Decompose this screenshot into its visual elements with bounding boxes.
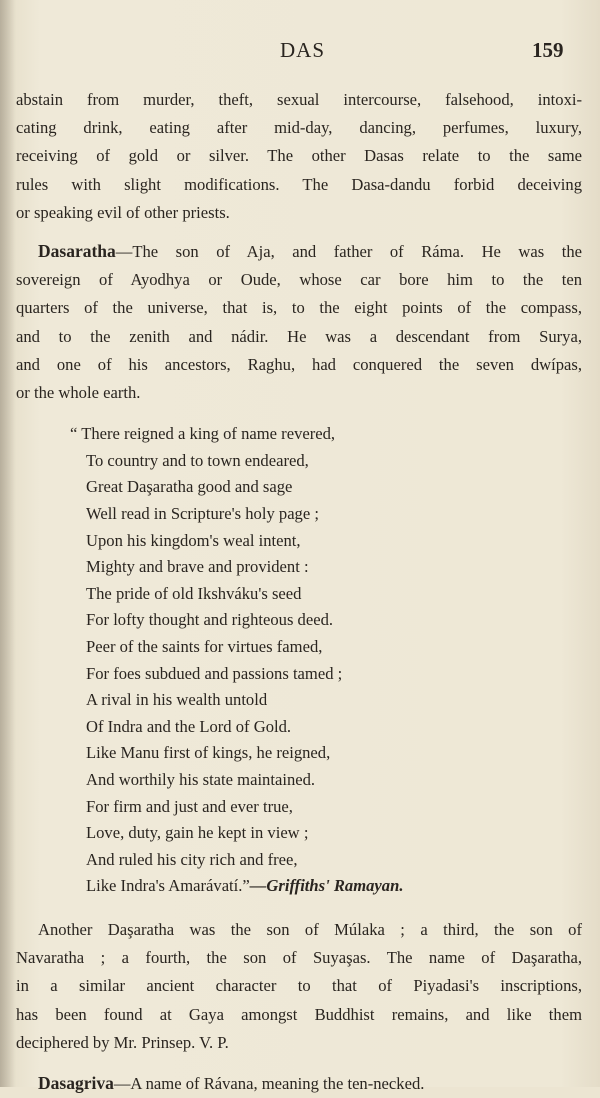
text-line: and one of his ancestors, Raghu, had conquered the seven dwípas, <box>16 354 582 374</box>
text-line: rules with slight modifications. The Dasa-dandu forbid deceiving <box>16 174 582 194</box>
poem-line: The pride of old Ikshváku's seed <box>86 583 302 603</box>
text-line: deciphered by Mr. Prinsep. V. P. <box>16 1032 229 1052</box>
poem-line: Great Daşaratha good and sage <box>86 477 293 497</box>
text-line: in a similar ancient character to that of Piyadasi's inscriptions, <box>16 976 582 996</box>
poem-quotation <box>70 421 582 900</box>
text-line: Navaratha ; a fourth, the son of Suyaşas. The name of Daşaratha, <box>16 948 582 968</box>
entry-text: —The son of Aja, and father of Ráma. He was the <box>115 242 582 262</box>
poem-line: And worthily his state maintained. <box>86 769 316 789</box>
text-line: quarters of the universe, that is, to the eight points of the compass, <box>16 298 582 318</box>
headword: Dasaratha <box>38 241 116 262</box>
poem-line: For lofty thought and righteous deed. <box>86 610 334 630</box>
page-body <box>16 86 582 1098</box>
poem-line: Mighty and brave and provident : <box>86 557 309 577</box>
text-line <box>16 237 582 266</box>
page-number: 159 <box>532 38 564 62</box>
entry-dasagriva <box>16 1069 582 1098</box>
poem-line: For firm and just and ever true, <box>86 796 293 816</box>
poem-line: Upon his kingdom's weal intent, <box>86 530 301 550</box>
text-line: and to the zenith and nádir. He was a descendant from Surya, <box>16 326 582 346</box>
text-line: sovereign of Ayodhya or Oude, whose car bore him to the ten <box>16 270 582 290</box>
poem-line-text: Like Indra's Amarávatí.” <box>86 876 250 896</box>
poem-line: A rival in his wealth untold <box>86 690 268 710</box>
poem-line: For foes subdued and passions tamed ; <box>86 663 343 683</box>
citation: —Griffiths' Ramayan. <box>249 876 404 896</box>
text-line: receiving of gold or silver. The other Dasas relate to the same <box>16 146 582 166</box>
text-line: or speaking evil of other priests. <box>16 202 230 222</box>
poem-line: Like Manu first of kings, he reigned, <box>86 743 331 763</box>
text-line: abstain from murder, theft, sexual intercourse, falsehood, intoxi- <box>16 90 582 109</box>
running-head: DAS <box>280 38 326 62</box>
text-line-content: Another Daşaratha was the son of Múlaka ; a third, the son of <box>38 919 582 939</box>
poem-line: Well read in Scripture's holy page ; <box>86 504 319 524</box>
text-line: cating drink, eating after mid-day, dancing, perfumes, luxury, <box>16 118 582 138</box>
poem-line: Of Indra and the Lord of Gold. <box>86 716 292 736</box>
poem-line: Peer of the saints for virtues famed, <box>86 636 323 656</box>
entry-other-dasarathas <box>16 916 582 1057</box>
headword: Dasagriva <box>38 1072 114 1093</box>
page-header <box>0 38 600 68</box>
text-line <box>16 916 582 944</box>
entry-text: —A name of Rávana, meaning the ten-necked. <box>113 1073 425 1093</box>
poem-line: And ruled his city rich and free, <box>86 849 298 869</box>
text-line: or the whole earth. <box>16 383 141 403</box>
text-line <box>16 1069 582 1098</box>
poem-line: “ There reigned a king of name revered, <box>70 424 336 444</box>
poem-line-final <box>86 873 582 900</box>
poem-line: Love, duty, gain he kept in view ; <box>86 823 309 843</box>
entry-dasa-continuation <box>16 86 582 227</box>
entry-dasaratha <box>16 237 582 407</box>
text-line: has been found at Gaya amongst Buddhist remains, and like them <box>16 1004 582 1024</box>
poem-line: To country and to town endeared, <box>86 450 309 470</box>
spine-shadow <box>0 0 16 1087</box>
